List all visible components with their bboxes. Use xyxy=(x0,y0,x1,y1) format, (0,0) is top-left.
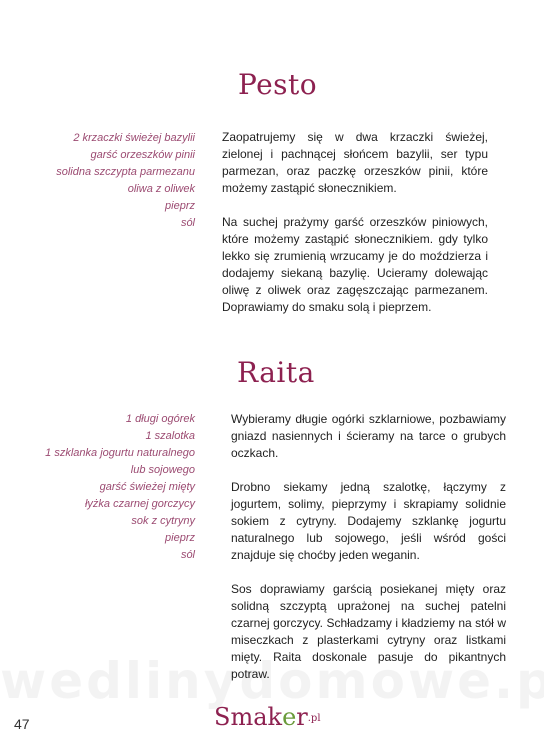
watermark xyxy=(0,652,544,710)
ingredient-item: garść świeżej mięty xyxy=(99,481,195,493)
instruction-paragraph: Wybieramy długie ogórki szklarniowe, pozbawiamy gniazd nasiennych i ścieramy na tarce o grubych oczkach. xyxy=(231,412,506,460)
recipe-title: Pesto xyxy=(238,68,318,101)
ingredient-item: solidna szczypta parmezanu xyxy=(56,166,195,178)
instructions xyxy=(222,129,488,316)
instruction-paragraph: Na suchej prażymy garść orzeszków piniowych, które możemy zastąpić słonecznikiem. gdy tylko lekko się zrumienią wrzucamy je do moździerza i dodajemy siekaną bazylię. Ucieramy dolewając oliwę z oliwek oraz zagęszczając parmezanem. Doprawiamy do smaku solą i pieprzem. xyxy=(222,215,488,314)
ingredient-item: 2 krzaczki świeżej bazylii xyxy=(73,132,195,144)
ingredient-item: sól xyxy=(180,217,195,229)
ingredient-item: pieprz xyxy=(165,532,195,544)
ingredient-list xyxy=(45,411,195,564)
brand-main: Smak xyxy=(214,703,283,731)
brand-end: r xyxy=(296,703,308,731)
ingredient-item: 1 szklanka jogurtu naturalnego xyxy=(45,447,195,459)
ingredient-item: sok z cytryny xyxy=(131,515,195,527)
recipe-title: Raita xyxy=(237,356,315,389)
brand-suffix: .pl xyxy=(307,713,321,724)
ingredient-item: sól xyxy=(180,549,195,561)
ingredient-list xyxy=(56,130,195,232)
brand-accent: e xyxy=(282,703,297,731)
ingredient-item: łyżka czarnej gorczycy xyxy=(84,498,195,510)
ingredient-item: lub sojowego xyxy=(130,464,195,476)
ingredient-item: pieprz xyxy=(165,200,195,212)
instruction-paragraph: Sos doprawiamy garścią posiekanej mięty oraz solidną szczyptą uprażonej na suchej patelni czarnej gorczycy. Schładzamy i kładziemy na stół w miseczkach z plasterkami cytryny oraz listkami mięty. Raita doskonale pasuje do pikantnych potraw. xyxy=(231,582,506,681)
instructions xyxy=(231,411,506,683)
instruction-paragraph: Zaopatrujemy się w dwa krzaczki świeżej, zielonej i pachnącej słońcem bazylii, ser typu parmezan, oraz paczkę orzeszków pinii, które możemy zastąpić słonecznikiem. xyxy=(222,130,488,195)
ingredient-item: oliwa z oliwek xyxy=(127,183,195,195)
instruction-paragraph: Drobno siekamy jedną szalotkę, łączymy z jogurtem, solimy, pieprzymy i skrapiamy solidnie sokiem z cytryny. Dodajemy szklankę jogurtu naturalnego lub sojowego, jeśli wśród gości znajduje się choćby jeden weganin. xyxy=(231,480,506,562)
ingredient-item: 1 szalotka xyxy=(145,430,195,442)
ingredient-item: garść orzeszków pinii xyxy=(90,149,195,161)
ingredient-item: 1 długi ogórek xyxy=(125,413,195,425)
brand-logo xyxy=(214,703,321,731)
page-number: 47 xyxy=(14,716,30,732)
